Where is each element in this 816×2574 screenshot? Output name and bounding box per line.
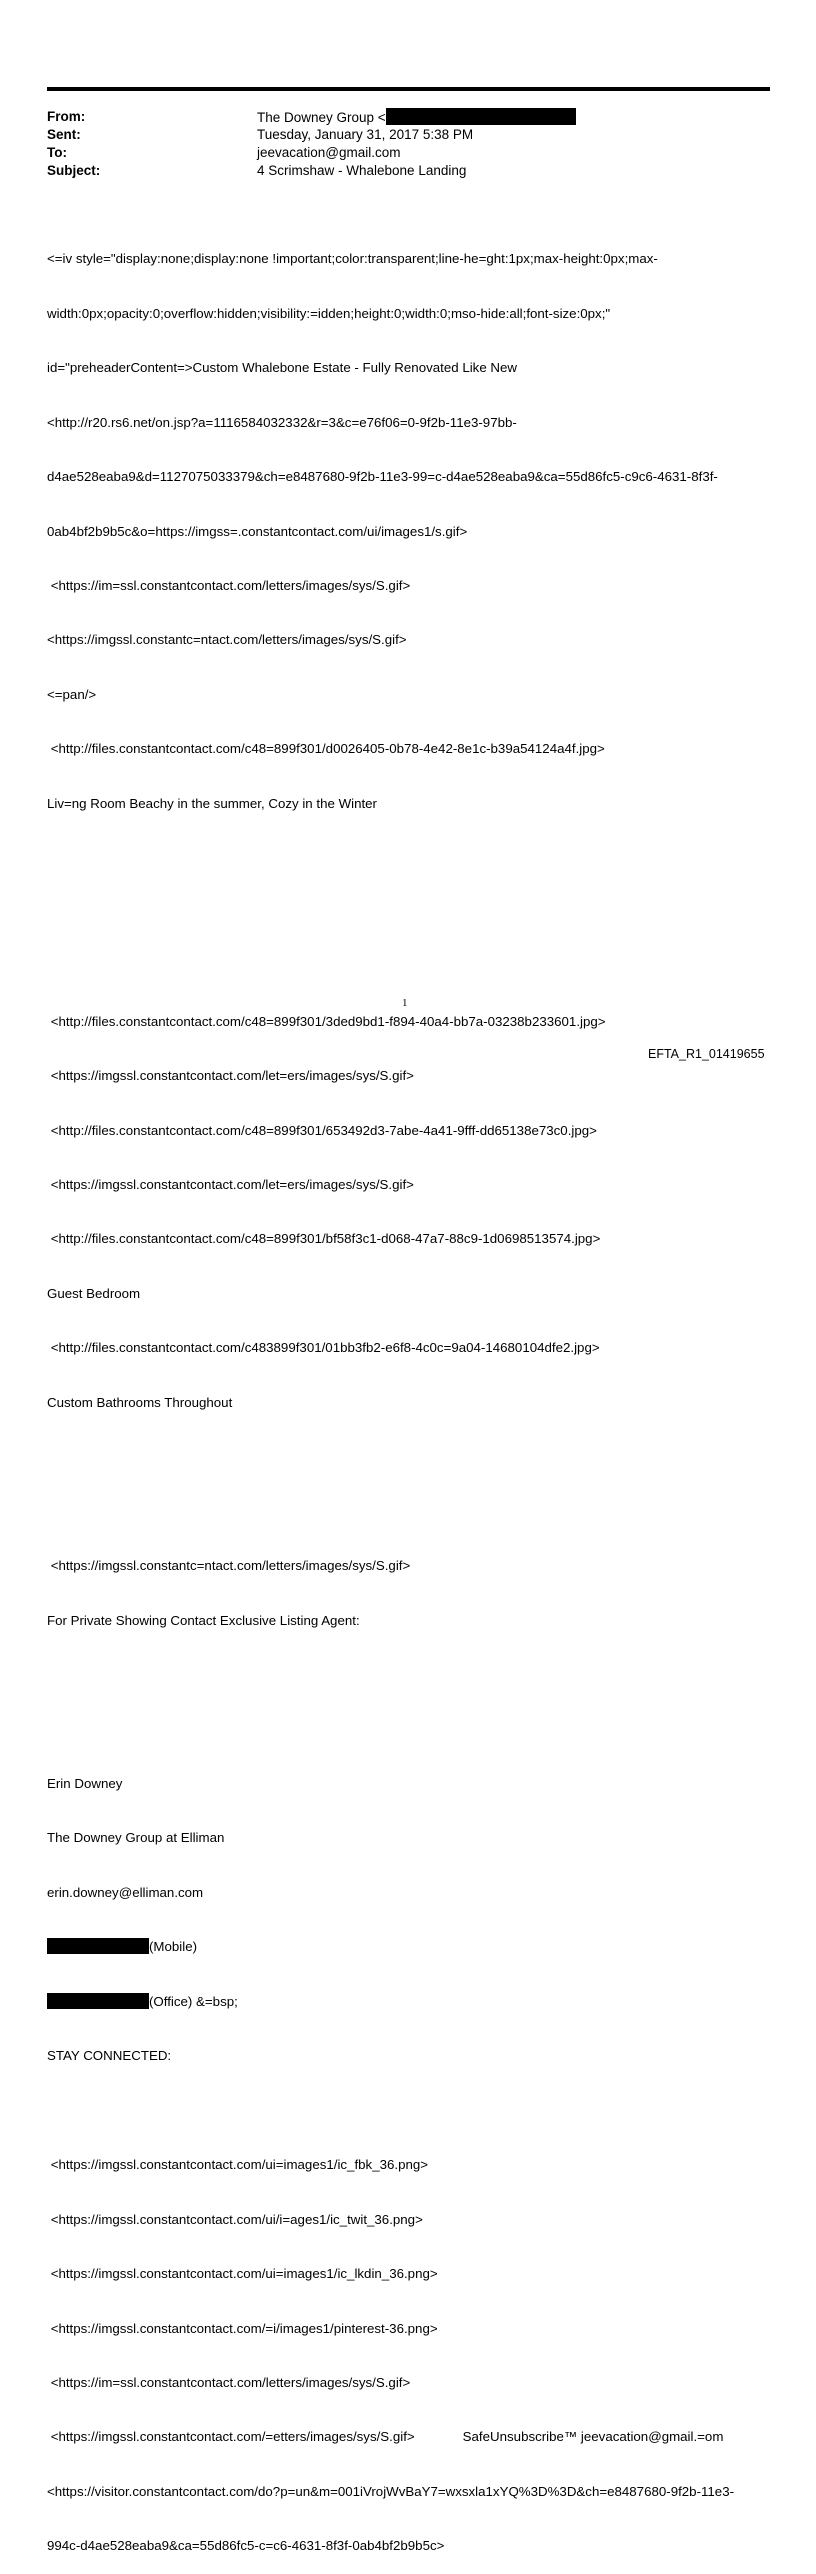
body-line: <https://imgssl.constantcontact.com/let=ers/images/sys/S.gif> [47, 1177, 414, 1193]
safeunsubscribe-text: SafeUnsubscribe™ jeevacation@gmail.=om [462, 2429, 724, 2445]
body-line: <http://r20.rs6.net/on.jsp?a=1116584032332&r=3&c=e76f06=0-9f2b-11e3-97bb- [47, 414, 517, 430]
office-label: (Office) &=bsp; [149, 1993, 238, 2009]
body-line: <=iv style="display:none;display:none !important;color:transparent;line-he=ght:1px;max-height:0px;max- [47, 251, 658, 267]
email-body [47, 214, 777, 2574]
blank-line [47, 1503, 777, 1521]
body-line: <https://im=ssl.constantcontact.com/letters/images/sys/S.gif> [47, 2374, 411, 2390]
body-line: <https://im=ssl.constantcontact.com/letters/images/sys/S.gif> [47, 578, 411, 594]
body-line: Erin Downey [47, 1776, 123, 1791]
to-label: To: [47, 145, 67, 160]
body-line: Liv=ng Room Beachy in the summer, Cozy in the Winter [47, 795, 377, 811]
subject-label: Subject: [47, 163, 101, 178]
office-line [47, 1993, 777, 2011]
redaction-box [47, 1993, 149, 2009]
from-label: From: [47, 109, 86, 124]
body-line: For Private Showing Contact Exclusive Listing Agent: [47, 1612, 360, 1628]
body-line: <https://imgssl.constantcontact.com/let=ers/images/sys/S.gif> [47, 1068, 414, 1084]
blank-line [47, 904, 777, 922]
body-line: <https://imgssl.constantcontact.com/ui=images1/ic_fbk_36.png> [47, 2157, 429, 2173]
body-line: <https://imgssl.constantcontact.com/ui/i=ages1/ic_twit_36.png> [47, 2211, 423, 2227]
mobile-line [47, 1938, 777, 1956]
body-line: d4ae528eaba9&d=1127075033379&ch=e8487680-9f2b-11e3-99=c-d4ae528eaba9&ca=55d86fc5-c9c6-4631-8f3f- [47, 469, 718, 485]
blank-line [47, 1666, 777, 1684]
body-line: <https://imgssl.constantc=ntact.com/letters/images/sys/S.gif> [47, 1558, 411, 1574]
from-value [257, 108, 576, 127]
mobile-label: (Mobile) [149, 1939, 198, 1955]
sent-label: Sent: [47, 127, 81, 142]
body-line: STAY CONNECTED: [47, 2048, 172, 2064]
body-line: width:0px;opacity:0;overflow:hidden;visibility:=idden;height:0;width:0;mso-hide:all;font-size:0px;" [47, 305, 611, 321]
blank-line [47, 1721, 777, 1739]
page-number: 1 [402, 997, 408, 1009]
redaction-box [386, 108, 576, 125]
document-id: EFTA_R1_01419655 [648, 1047, 765, 1061]
blank-line [47, 2102, 777, 2120]
body-line: Guest Bedroom [47, 1285, 141, 1301]
body-line: id="preheaderContent=>Custom Whalebone Estate - Fully Renovated Like New [47, 360, 518, 376]
body-line: <http://files.constantcontact.com/c48=899f301/653492d3-7abe-4a41-9fff-dd65138e73c0.jpg> [47, 1122, 597, 1138]
body-line: <http://files.constantcontact.com/c48=899f301/3ded9bd1-f894-40a4-bb7a-03238b233601.jpg> [47, 1013, 606, 1029]
body-line: <=pan/> [47, 686, 97, 702]
sent-value: Tuesday, January 31, 2017 5:38 PM [257, 127, 474, 142]
blank-line [47, 849, 777, 867]
body-line: <https://imgssl.constantcontact.com/=i/images1/pinterest-36.png> [47, 2320, 438, 2336]
body-line: <https://imgssl.constantc=ntact.com/letters/images/sys/S.gif> [47, 632, 407, 648]
body-line: <http://files.constantcontact.com/c48=899f301/d0026405-0b78-4e42-8e1c-b39a54124a4f.jpg> [47, 741, 605, 757]
unsubscribe-line [47, 2428, 777, 2446]
body-line: erin.downey@elliman.com [47, 1884, 204, 1900]
blank-line [47, 1448, 777, 1466]
redaction-box [47, 1938, 149, 1954]
body-line: 0ab4bf2b9b5c&o=https://imgss=.constantcontact.com/ui/images1/s.gif> [47, 523, 468, 539]
body-line: <http://files.constantcontact.com/c483899f301/01bb3fb2-e6f8-4c0c=9a04-14680104dfe2.jpg> [47, 1340, 600, 1356]
body-line: <https://imgssl.constantcontact.com/ui=images1/ic_lkdin_36.png> [47, 2266, 438, 2282]
to-value: jeevacation@gmail.com [257, 145, 401, 160]
body-line: The Downey Group at Elliman [47, 1830, 225, 1846]
body-segment: <https://imgssl.constantcontact.com/=etters/images/sys/S.gif> [47, 2429, 415, 2445]
subject-value: 4 Scrimshaw - Whalebone Landing [257, 163, 467, 178]
top-rule [47, 87, 770, 91]
body-line: <http://files.constantcontact.com/c48=899f301/bf58f3c1-d068-47a7-88c9-1d0698513574.jpg> [47, 1231, 601, 1247]
body-line: <https://visitor.constantcontact.com/do?p=un&m=001iVrojWvBaY7=wxsxla1xYQ%3D%3D&ch=e8487680-9f2b-11e3- [47, 2483, 735, 2499]
blank-line [47, 958, 777, 976]
from-sender: The Downey Group < [257, 110, 386, 125]
body-line: 994c-d4ae528eaba9&ca=55d86fc5-c=c6-4631-8f3f-0ab4bf2b9b5c> [47, 2538, 445, 2554]
body-line: Custom Bathrooms Throughout [47, 1394, 233, 1410]
